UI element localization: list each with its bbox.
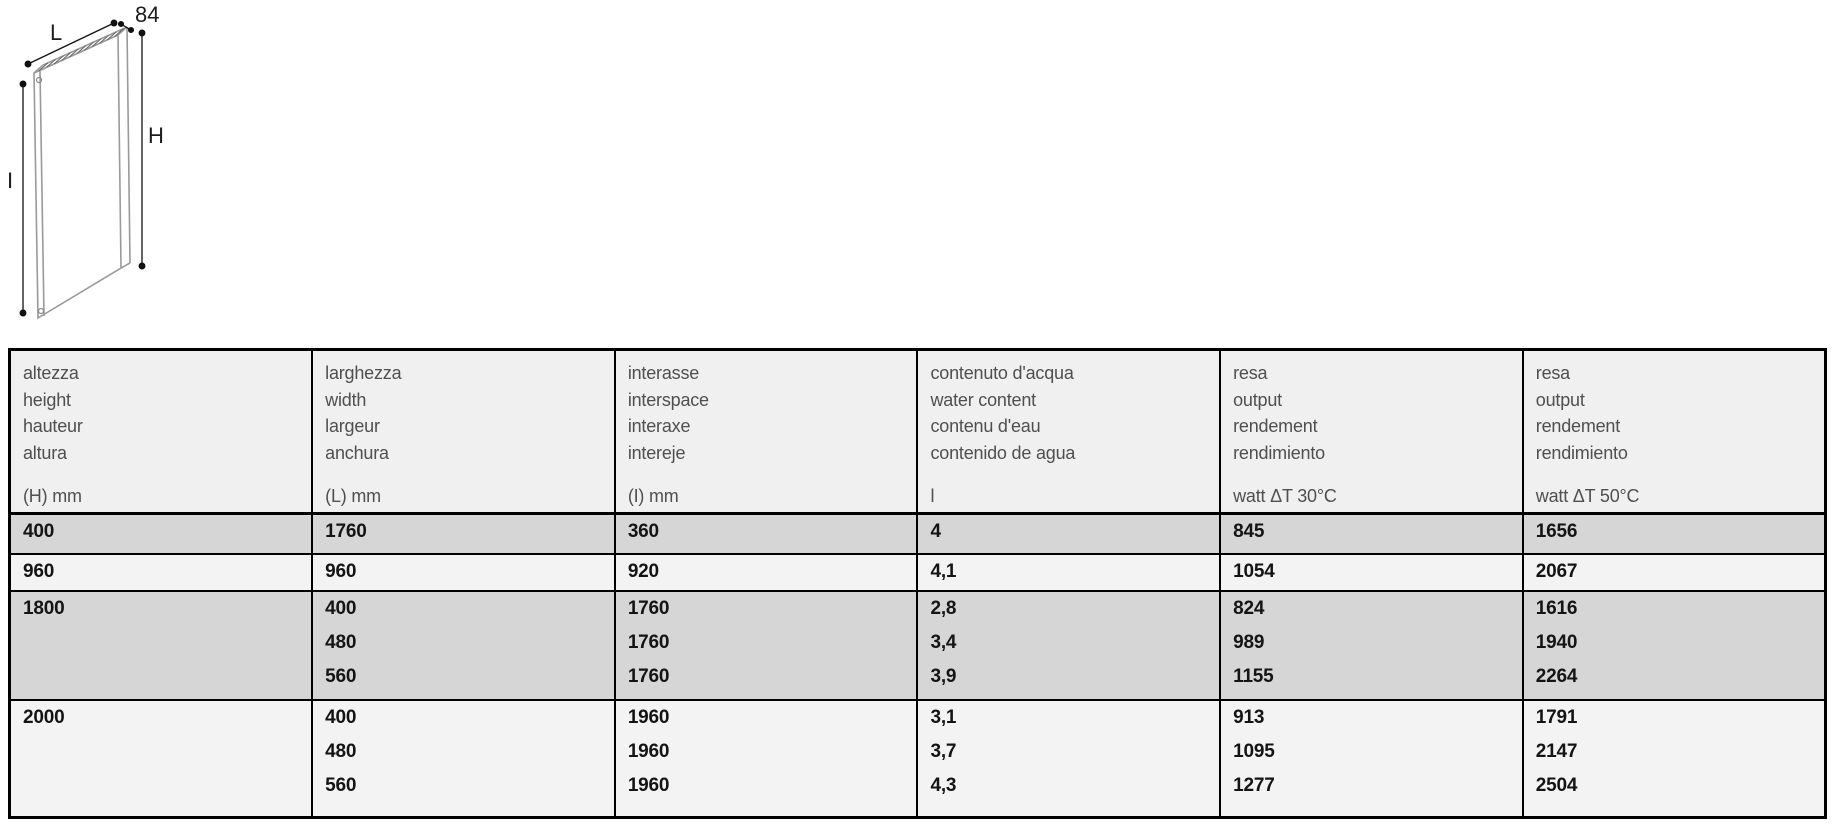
column-header-line: hauteur: [23, 416, 83, 436]
cell-width: [312, 700, 615, 818]
cell-interaxis: [615, 700, 918, 818]
column-header-line: output: [1233, 389, 1282, 410]
value-line: 1940: [1535, 631, 1578, 653]
cell-output30: [1220, 591, 1523, 700]
table-group-row: [10, 700, 1826, 818]
column-header-line: rendimiento: [1535, 442, 1628, 463]
column-header-line: rendimiento: [1233, 442, 1325, 463]
value-line: 1960: [627, 774, 670, 796]
value-line: 824: [1233, 597, 1265, 619]
value-line: 2264: [1535, 665, 1578, 687]
value-line: 3,1: [930, 706, 957, 728]
column-header-line: contenuto d'acqua: [930, 363, 1074, 383]
column-header-line: altezza: [23, 363, 79, 383]
column-header-line: interaxe: [627, 416, 691, 436]
value-line: 3,9: [930, 665, 957, 687]
value-line: 2,8: [930, 597, 957, 619]
cell-water: [917, 514, 1220, 554]
value-line: 845: [1233, 521, 1265, 542]
value-line: 1054: [1233, 560, 1275, 582]
value-line: 920: [627, 560, 659, 582]
table-group-row: [10, 514, 1826, 554]
cell-interaxis: [615, 554, 918, 591]
value-line: 1760: [627, 597, 670, 619]
column-unit: (L) mm: [325, 486, 381, 506]
spec-table-container: [8, 348, 1827, 819]
radiator-panel: [34, 27, 130, 318]
cell-output50: [1523, 554, 1826, 591]
spec-table-body: [10, 514, 1826, 818]
label-interaxis: I: [7, 168, 14, 193]
column-header-line: rendement: [1233, 416, 1318, 436]
column-header-line: intereje: [627, 442, 686, 463]
value-line: 960: [23, 560, 55, 582]
column-unit: watt ΔT 50°C: [1535, 486, 1640, 506]
value-line: 989: [1233, 631, 1265, 653]
column-header-line: rendement: [1535, 416, 1621, 436]
value-line: 4,1: [930, 560, 957, 582]
column-header-line: interasse: [627, 363, 700, 383]
value-line: 1760: [325, 521, 367, 542]
value-line: 913: [1233, 706, 1265, 728]
cell-interaxis: [615, 514, 918, 554]
cell-output50: [1523, 700, 1826, 818]
column-header-line: water content: [930, 389, 1036, 410]
value-line: 1960: [627, 706, 670, 728]
cell-width: [312, 591, 615, 700]
radiator-diagram-svg: [0, 0, 215, 345]
value-line: 2504: [1535, 774, 1578, 796]
value-line: 480: [325, 631, 357, 653]
cell-height: [10, 591, 313, 700]
cell-width: [312, 554, 615, 591]
column-header-line: anchura: [325, 442, 389, 463]
column-unit: (I) mm: [627, 486, 679, 506]
value-line: 400: [325, 706, 357, 728]
cell-output30: [1220, 700, 1523, 818]
table-group-row: [10, 591, 1826, 700]
value-line: 4,3: [930, 774, 957, 796]
spec-table: [8, 348, 1827, 819]
column-header-line: resa: [1233, 363, 1268, 383]
value-line: 560: [325, 665, 357, 687]
cell-height: [10, 514, 313, 554]
column-header-line: contenido de agua: [930, 442, 1076, 463]
column-header-line: larghezza: [325, 363, 402, 383]
column-header-height: [10, 350, 313, 514]
column-header-line: output: [1535, 389, 1585, 410]
radiator-diagram: [0, 0, 215, 345]
column-header-line: interspace: [627, 389, 709, 410]
value-line: 4: [930, 521, 941, 542]
value-line: 1277: [1233, 774, 1275, 796]
value-line: 3,7: [930, 740, 957, 762]
cell-output30: [1220, 554, 1523, 591]
cell-water: [917, 554, 1220, 591]
column-header-output30: [1220, 350, 1523, 514]
column-header-line: altura: [23, 442, 67, 463]
value-line: 1616: [1535, 597, 1578, 619]
column-header-line: contenu d'eau: [930, 416, 1041, 436]
column-header-width: [312, 350, 615, 514]
column-header-line: largeur: [325, 416, 380, 436]
value-line: 2067: [1535, 560, 1578, 582]
cell-water: [917, 591, 1220, 700]
column-header-line: height: [23, 389, 71, 410]
cell-output30: [1220, 514, 1523, 554]
column-header-interaxis: [615, 350, 918, 514]
column-header-output50: [1523, 350, 1826, 514]
cell-output50: [1523, 514, 1826, 554]
column-unit: (H) mm: [23, 486, 82, 506]
column-header-water: [917, 350, 1220, 514]
header-row: [10, 350, 1826, 514]
value-line: 1791: [1535, 706, 1578, 728]
value-line: 1760: [627, 631, 670, 653]
value-line: 960: [325, 560, 357, 582]
column-unit: l: [930, 486, 935, 506]
column-unit: watt ΔT 30°C: [1233, 486, 1337, 506]
value-line: 1095: [1233, 740, 1275, 762]
column-header-line: resa: [1535, 363, 1570, 383]
value-line: 2000: [23, 706, 65, 728]
column-header-line: width: [325, 389, 367, 410]
value-line: 1656: [1535, 521, 1578, 542]
value-line: 400: [325, 597, 357, 619]
value-line: 1800: [23, 597, 65, 619]
cell-interaxis: [615, 591, 918, 700]
cell-width: [312, 514, 615, 554]
value-line: 2147: [1535, 740, 1578, 762]
dim-line-interaxis: [20, 81, 26, 316]
spec-table-head: [10, 350, 1826, 514]
value-line: 560: [325, 774, 357, 796]
value-line: 1155: [1233, 665, 1274, 687]
value-line: 480: [325, 740, 357, 762]
label-height: H: [148, 123, 164, 148]
label-width: L: [50, 20, 63, 45]
cell-output50: [1523, 591, 1826, 700]
label-depth: 84: [135, 2, 160, 27]
table-group-row: [10, 554, 1826, 591]
cell-height: [10, 554, 313, 591]
cell-height: [10, 700, 313, 818]
value-line: 1960: [627, 740, 670, 762]
value-line: 3,4: [930, 631, 957, 653]
dim-line-height: [139, 30, 145, 269]
value-line: 400: [23, 521, 55, 542]
value-line: 1760: [627, 665, 670, 687]
value-line: 360: [627, 521, 659, 542]
cell-water: [917, 700, 1220, 818]
